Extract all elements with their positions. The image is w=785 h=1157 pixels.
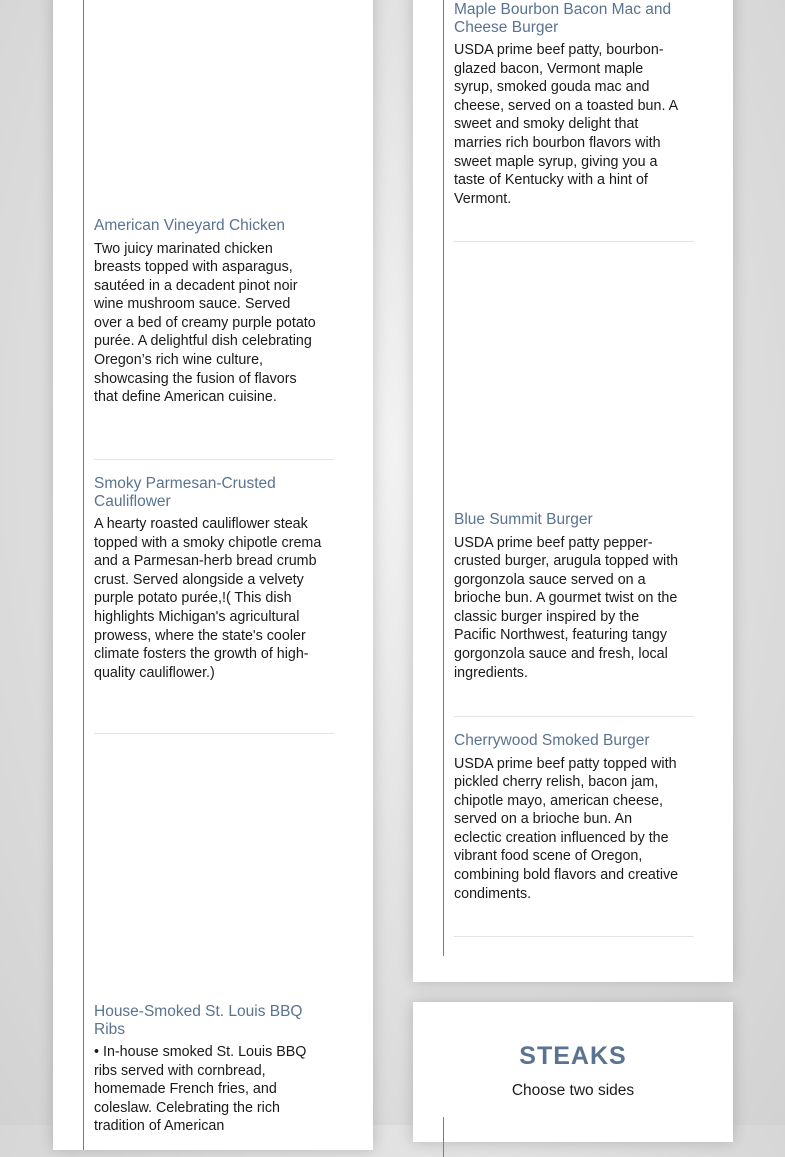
menu-item-description: A hearty roasted cauliflower steak topped with a smoky chipotle crema and a Parmesan-herb bread crumb crust. Served alongside a velvety purple potato purée,!( This dish highlights Michigan's agricultural prowess, where the state's cooler climate fosters the growth of high-quality cauliflower.) bbox=[94, 516, 322, 681]
menu-item-description: USDA prime beef patty, bourbon-glazed bacon, Vermont maple syrup, smoked gouda mac and cheese, served on a toasted bun. A sweet and smoky delight that marries rich bourbon flavors with sweet maple syrup, giving you a taste of Kentucky with a hint of Vermont. bbox=[454, 42, 678, 207]
menu-item bbox=[94, 475, 334, 682]
menu-item-description: USDA prime beef patty topped with pickled cherry relish, bacon jam, chipotle mayo, american cheese, served on a brioche bun. An eclectic creation influenced by the vibrant food scene of Oregon, combining bold flavors and creative condiments. bbox=[454, 755, 679, 902]
item-divider bbox=[94, 459, 334, 460]
item-divider bbox=[454, 936, 694, 937]
menu-item-title: House-Smoked St. Louis BBQ Ribs bbox=[94, 1003, 303, 1038]
menu-item bbox=[454, 732, 694, 903]
column-rule bbox=[83, 0, 84, 1150]
menu-item-description: Two juicy marinated chicken breasts topped with asparagus, sautéed in a decadent pinot noir wine mushroom sauce. Served over a bed of creamy purple potato purée. A delightful dish celebrating Oregon’s rich wine culture, showcasing the fusion of flavors that define American cuisine. bbox=[94, 240, 316, 406]
menu-item-description: USDA prime beef patty pepper-crusted burger, arugula topped with gorgonzola sauce served on a brioche bun. A gourmet twist on the classic burger inspired by the Pacific Northwest, featuring tangy gorgonzola sauce and fresh, local ingredients. bbox=[454, 534, 679, 681]
item-divider bbox=[454, 241, 694, 242]
menu-item bbox=[454, 1, 694, 208]
column-rule bbox=[443, 0, 444, 956]
item-divider bbox=[454, 716, 694, 717]
menu-item bbox=[94, 217, 334, 407]
menu-item bbox=[454, 511, 694, 682]
menu-item bbox=[94, 1003, 334, 1136]
menu-item-description: • In-house smoked St. Louis BBQ ribs served with cornbread, homemade French fries, and coleslaw. Celebrating the rich tradition of American bbox=[94, 1044, 307, 1135]
menu-card-left bbox=[53, 0, 373, 1150]
menu-card-right-top bbox=[413, 0, 733, 982]
menu-item-title: Blue Summit Burger bbox=[454, 511, 593, 528]
column-rule bbox=[443, 1117, 444, 1157]
item-divider bbox=[94, 733, 334, 734]
section-subtitle: Choose two sides bbox=[511, 1082, 635, 1099]
menu-item-title: Maple Bourbon Bacon Mac and Cheese Burger bbox=[454, 1, 672, 36]
section-title: STEAKS bbox=[519, 1042, 627, 1070]
menu-item-title: Cherrywood Smoked Burger bbox=[454, 732, 650, 749]
menu-item-title: Smoky Parmesan-Crusted Cauliflower bbox=[94, 475, 276, 510]
menu-item-title: American Vineyard Chicken bbox=[94, 217, 285, 234]
steaks-section-card bbox=[413, 1002, 733, 1142]
